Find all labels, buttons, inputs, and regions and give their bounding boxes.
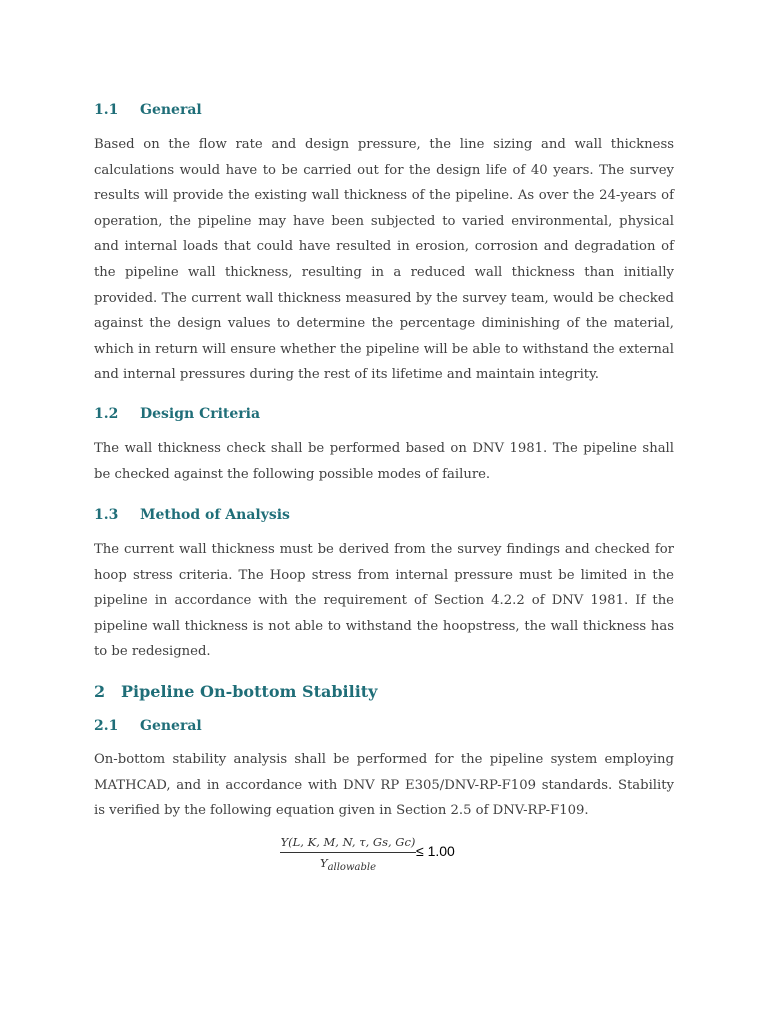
heading-number: 1.2 [94,406,119,422]
heading-2 [94,682,377,701]
denominator-base: Y [319,856,328,870]
paragraph-1-2: The wall thickness check shall be performed based on DNV 1981. The pipeline shall be checked against the following possible modes of failure. [94,441,674,482]
equation-numerator: Y(L, K, M, N, τ, Gs, Gc) [280,835,416,849]
equation-rhs: ≤ 1.00 [416,843,455,859]
heading-number: 1.3 [94,507,119,523]
paragraph-1-3: The current wall thickness must be derived from the survey findings and checked for hoop stress criteria. The Hoop stress from internal pressure must be limited in the pipeline in accordance with the requirement of Section 4.2.2 of DNV 1981. If the pipeline wall thickness is not able to withstand the hoopstress, the wall thickness has to be redesigned. [94,542,674,660]
heading-1-3 [94,507,290,523]
heading-title: Method of Analysis [140,507,290,523]
equation-fraction [280,834,416,873]
heading-title: Pipeline On-bottom Stability [121,682,378,701]
heading-title: General [140,718,202,734]
paragraph-2-1: On-bottom stability analysis shall be performed for the pipeline system employing MATHCAD, and in accordance with DNV RP E305/DNV-RP-F109 standards. Stability is verified by the following equation given in Section 2.5 of DNV-RP-F109. [94,752,674,819]
heading-title: General [140,102,202,118]
heading-1-1 [94,102,202,118]
heading-1-2 [94,406,260,422]
stability-equation [280,834,480,878]
denominator-subscript: allowable [327,862,376,873]
heading-2-1 [94,718,202,734]
equation-denominator [280,855,416,873]
heading-number: 2 [94,682,106,701]
paragraph-1-1: Based on the flow rate and design pressure, the line sizing and wall thickness calculations would have to be carried out for the design life of 40 years. The survey results will provide the existing wall thickness of the pipeline. As over the 24-years of operation, the pipeline may have been subjected to varied environmental, physical and internal loads that could have resulted in erosion, corrosion and degradation of the pipeline wall thickness, resulting in a reduced wall thickness than initially provided. The current wall thickness measured by the survey team, would be checked against the design values to determine the percentage diminishing of the material, which in return will ensure whether the pipeline will be able to withstand the external and internal pressures during the rest of its lifetime and maintain integrity. [94,137,674,383]
heading-number: 2.1 [94,718,119,734]
heading-title: Design Criteria [140,406,261,422]
heading-number: 1.1 [94,102,119,118]
fraction-bar [280,852,416,853]
